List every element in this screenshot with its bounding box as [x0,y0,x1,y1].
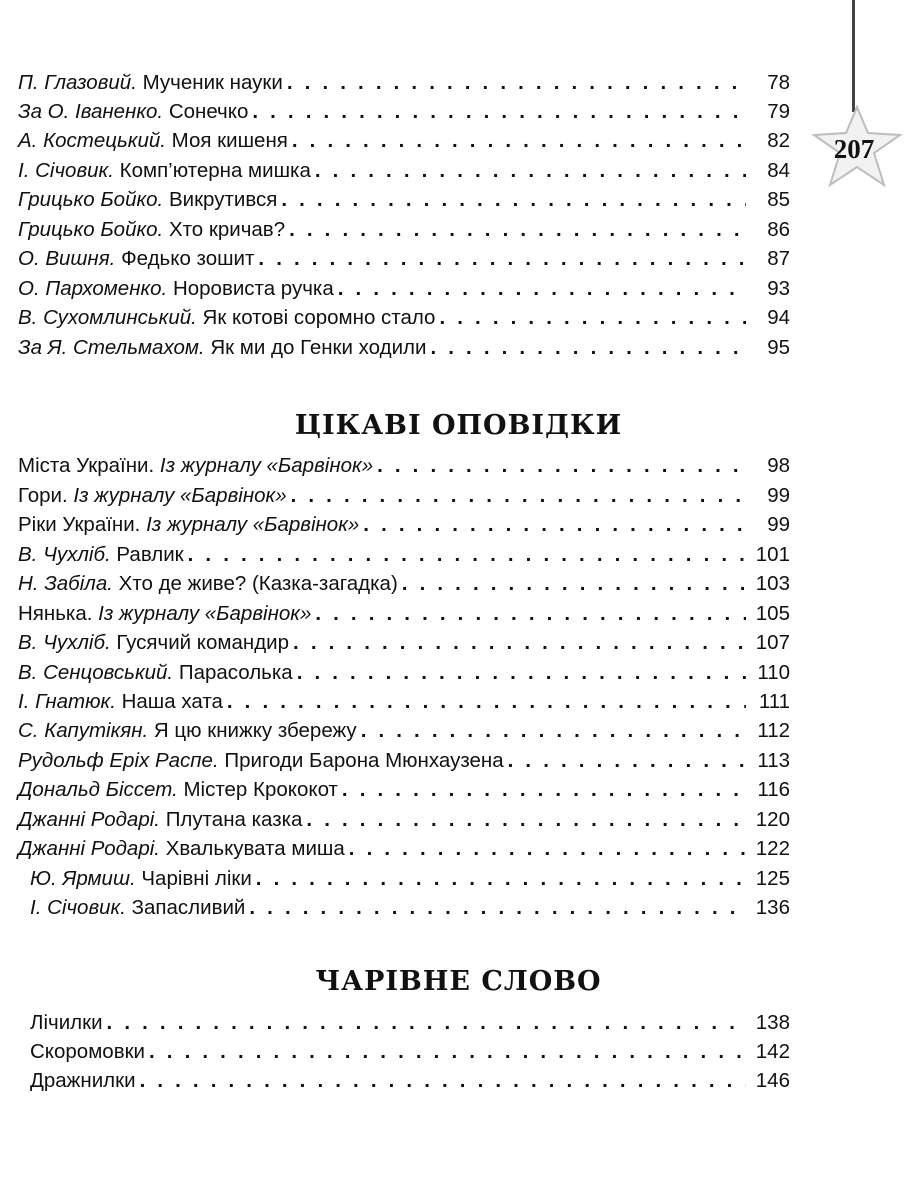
entry-title: Чарівні ліки [141,867,252,890]
entry-title: Лічилки [30,1011,103,1034]
leader-dots [292,127,746,155]
entry-page: 86 [767,218,790,241]
entry-source: Із журналу «Барвінок» [98,602,312,625]
entry-title: Дражнилки [30,1069,136,1092]
entry-author: В. Чухліб. [18,543,111,566]
leader-dots [258,245,746,273]
entry-page: 99 [767,484,790,507]
section-title: ЦІКАВІ ОПОВІДКИ [294,410,623,441]
page-number-ornament [812,0,917,200]
entry-title: Викрутився [168,188,278,211]
entry-author: І. Січовик. [30,896,126,919]
leader-dots [140,1067,746,1095]
entry-page: 110 [757,661,790,684]
section-title: ЧАРІВНЕ СЛОВО [315,966,602,997]
toc-entry [18,482,790,510]
leader-dots [291,482,746,510]
toc-entry [18,452,790,480]
leader-dots [315,600,746,628]
hanging-line [852,0,855,112]
entry-author: Грицько Бойко. [18,218,164,241]
entry-title: Як котові соромно стало [202,306,436,329]
entry-title: Скоромовки [30,1040,146,1063]
toc-entry [18,511,790,539]
leader-dots [349,835,746,863]
toc-entry [30,1067,790,1095]
entry-page: 107 [755,631,790,654]
toc-entry [18,157,790,185]
leader-dots [293,629,746,657]
entry-title: Наша хата [121,690,223,713]
entry-author: Джанні Родарі. [18,837,160,860]
leader-dots [149,1038,746,1066]
entry-page: 136 [755,896,790,919]
toc-entry [30,1038,790,1066]
entry-author: П. Глазовий. [18,71,137,94]
entry-author: Ю. Ярмиш. [30,867,136,890]
entry-author: В. Сенцовський. [18,661,174,684]
entry-page: 112 [757,719,790,742]
entry-title: Гусячий командир [116,631,290,654]
entry-page: 99 [767,513,790,536]
toc-entry [18,98,790,126]
entry-author: Грицько Бойко. [18,188,164,211]
leader-dots [297,659,746,687]
entry-author: А. Костецький. [18,129,166,152]
toc-entry [18,186,790,214]
entry-author: І. Січовик. [18,159,114,182]
entry-source: Із журналу «Барвінок» [159,454,374,477]
entry-page: 120 [755,808,790,831]
entry-title: Запасливий [131,896,246,919]
page-number: 207 [833,134,875,164]
toc-entry [18,304,790,332]
entry-source: Із журналу «Барвінок» [146,513,360,536]
entry-page: 113 [757,749,790,772]
entry-source: Із журналу «Барвінок» [73,484,287,507]
entry-title: Я цю книжку збережу [153,719,357,742]
entry-title: Федько зошит [121,247,255,270]
entry-author: О. Вишня. [18,247,116,270]
entry-title: Нянька. [18,602,93,625]
leader-dots [252,98,746,126]
leader-dots [342,776,746,804]
entry-page: 142 [755,1040,790,1063]
entry-title: Плутана казка [165,808,303,831]
entry-page: 82 [767,129,790,152]
toc-entry [18,69,790,97]
entry-page: 93 [767,277,790,300]
toc-entry [18,629,790,657]
entry-page: 138 [755,1011,790,1034]
entry-title: Хто кричав? [168,218,286,241]
entry-author: В. Чухліб. [18,631,111,654]
toc-entry [30,865,790,893]
leader-dots [439,304,746,332]
entry-title: Моя кишеня [171,129,288,152]
leader-dots [281,186,746,214]
entry-page: 85 [767,188,790,211]
leader-dots [315,157,746,185]
entry-title: Хвалькувата миша [165,837,345,860]
toc-entry [18,717,790,745]
leader-dots [107,1009,746,1037]
toc-entry [18,835,790,863]
toc-entry [18,659,790,687]
leader-dots [508,747,746,775]
leader-dots [430,334,746,362]
entry-page: 98 [767,454,790,477]
entry-page: 84 [767,159,790,182]
entry-title: Комп’ютерна мишка [119,159,311,182]
entry-title: Ріки України. [18,513,141,536]
leader-dots [227,688,746,716]
entry-title: Хто де живе? (Казка-загадка) [118,572,398,595]
entry-author: Джанні Родарі. [18,808,160,831]
leader-dots [361,717,746,745]
entry-page: 116 [757,778,790,801]
toc-entry [18,806,790,834]
entry-author: С. Капутікян. [18,719,149,742]
entry-title: Міста України. [18,454,155,477]
entry-page: 105 [755,602,790,625]
entry-author: За О. Іваненко. [18,100,164,123]
entry-page: 146 [755,1069,790,1092]
toc-entry [18,245,790,273]
leader-dots [188,541,746,569]
leader-dots [377,452,746,480]
entry-title: Равлик [116,543,184,566]
entry-page: 111 [758,690,790,713]
entry-title: Гори. [18,484,68,507]
toc-entry [18,776,790,804]
entry-author: Дональд Біссет. [18,778,178,801]
entry-page: 94 [767,306,790,329]
entry-author: Н. Забіла. [18,572,113,595]
toc-entry [18,570,790,598]
toc-entry [18,747,790,775]
entry-page: 101 [755,543,790,566]
toc-entry [18,127,790,155]
toc-entry [18,216,790,244]
entry-author: І. Гнатюк. [18,690,116,713]
toc-entry [18,541,790,569]
leader-dots [402,570,746,598]
entry-page: 78 [767,71,790,94]
entry-page: 87 [767,247,790,270]
leader-dots [289,216,746,244]
leader-dots [363,511,746,539]
leader-dots [249,894,746,922]
entry-page: 122 [755,837,790,860]
toc-entry [30,894,790,922]
entry-page: 79 [767,100,790,123]
entry-title: Мученик науки [142,71,283,94]
toc-entry [18,688,790,716]
entry-title: Як ми до Генки ходили [210,336,427,359]
entry-page: 103 [755,572,790,595]
entry-page: 95 [767,336,790,359]
entry-author: Рудольф Еріх Распе. [18,749,219,772]
leader-dots [306,806,746,834]
leader-dots [287,69,746,97]
entry-author: В. Сухомлинський. [18,306,197,329]
entry-title: Містер Крококот [183,778,338,801]
toc-entry [18,275,790,303]
entry-title: Парасолька [178,661,293,684]
leader-dots [256,865,746,893]
toc-entry [18,334,790,362]
entry-page: 125 [755,867,790,890]
toc-entry [18,600,790,628]
leader-dots [338,275,746,303]
entry-author: За Я. Стельмахом. [18,336,205,359]
entry-title: Норовиста ручка [172,277,334,300]
entry-title: Сонечко [168,100,249,123]
entry-author: О. Пархоменко. [18,277,168,300]
toc-entry [30,1009,790,1037]
entry-title: Пригоди Барона Мюнхаузена [224,749,504,772]
